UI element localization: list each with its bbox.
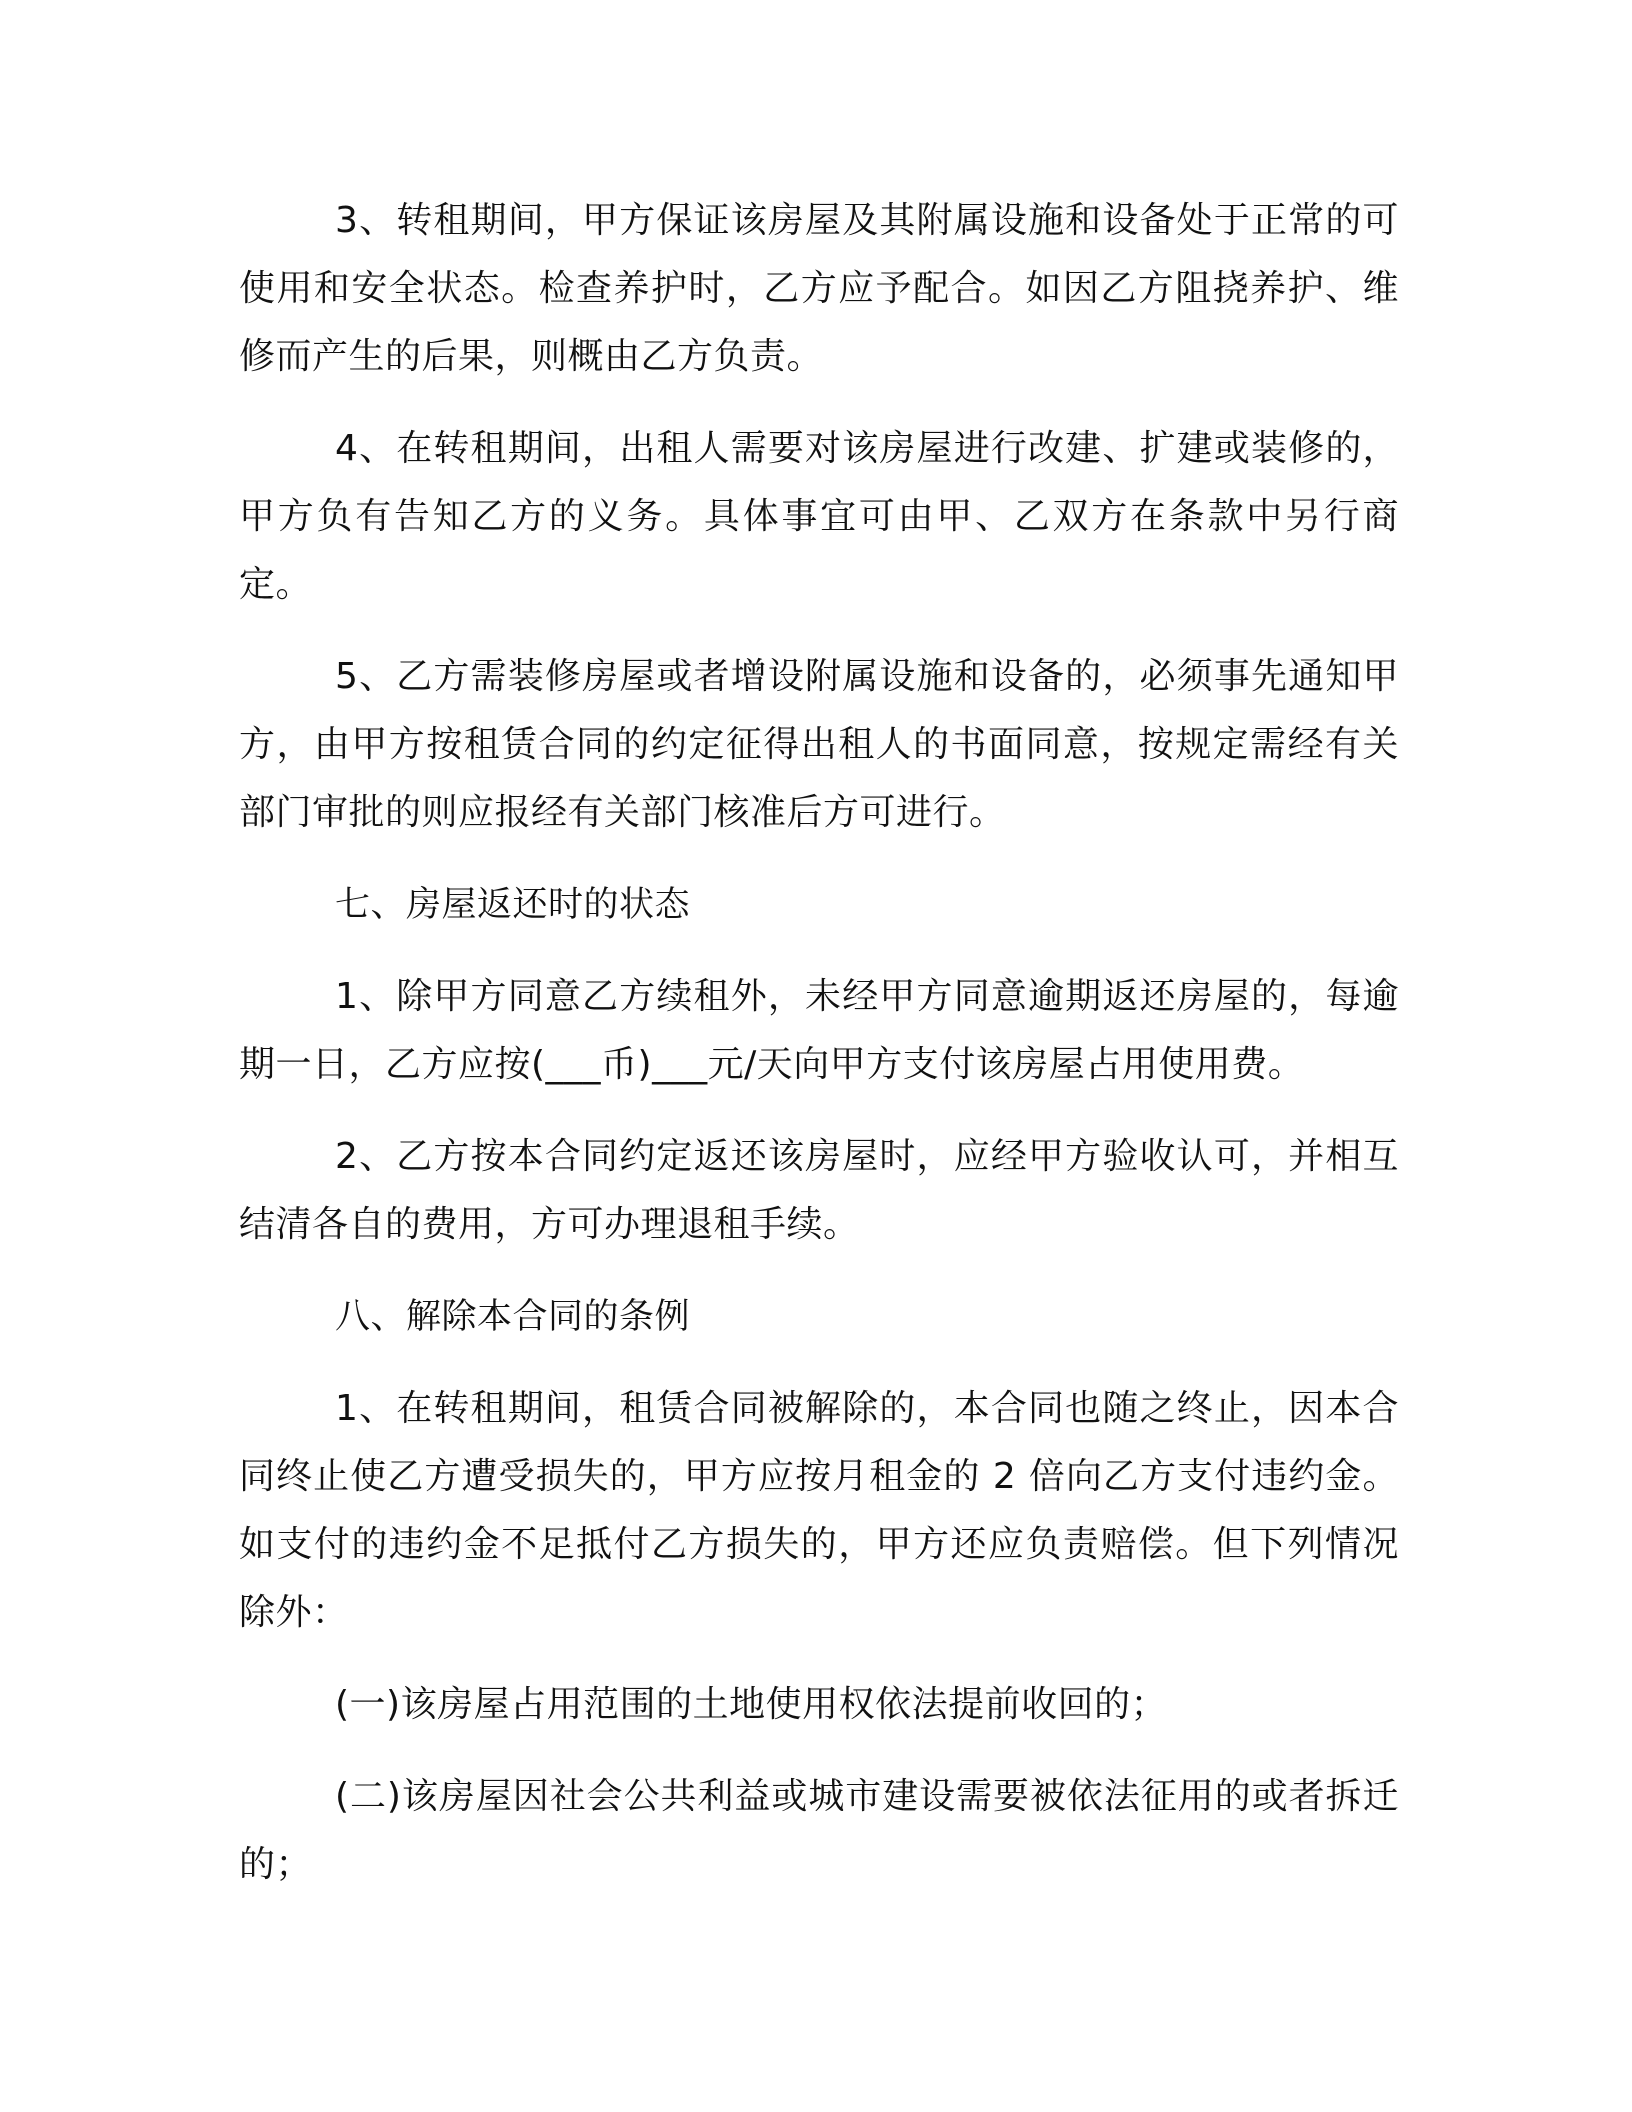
document-body [239,187,1399,1923]
section-7-heading: 七、房屋返还时的状态 [335,885,691,925]
section-8-clause-1: 1、在转租期间，租赁合同被解除的，本合同也随之终止，因本合同终止使乙方遭受损失的，甲方应按月租金的 2 倍向乙方支付违约金。如支付的违约金不足抵付乙方损失的，甲方还应负责赔偿。但下列情况除外： [239,1388,1399,1633]
section-8-heading: 八、解除本合同的条例 [335,1297,691,1337]
exception-item-2: (二)该房屋因社会公共利益或城市建设需要被依法征用的或者拆迁的； [239,1776,1399,1885]
section-7-clause-1: 1、除甲方同意乙方续租外，未经甲方同意逾期返还房屋的，每逾期一日，乙方应按(___币)___元/天向甲方支付该房屋占用使用费。 [239,976,1399,1085]
clause-4-renovation-notice: 4、在转租期间，出租人需要对该房屋进行改建、扩建或装修的，甲方负有告知乙方的义务。具体事宜可由甲、乙双方在条款中另行商定。 [239,428,1399,605]
exception-item-1: (一)该房屋占用范围的土地使用权依法提前收回的； [335,1684,1168,1725]
clause-3-maintenance: 3、转租期间，甲方保证该房屋及其附属设施和设备处于正常的可使用和安全状态。检查养护时，乙方应予配合。如因乙方阻挠养护、维修而产生的后果，则概由乙方负责。 [239,200,1399,377]
section-7-clause-2: 2、乙方按本合同约定返还该房屋时，应经甲方验收认可，并相互结清各自的费用，方可办理退租手续。 [239,1136,1399,1245]
clause-5-decoration-approval: 5、乙方需装修房屋或者增设附属设施和设备的，必须事先通知甲方，由甲方按租赁合同的约定征得出租人的书面同意，按规定需经有关部门审批的则应报经有关部门核准后方可进行。 [239,656,1399,833]
